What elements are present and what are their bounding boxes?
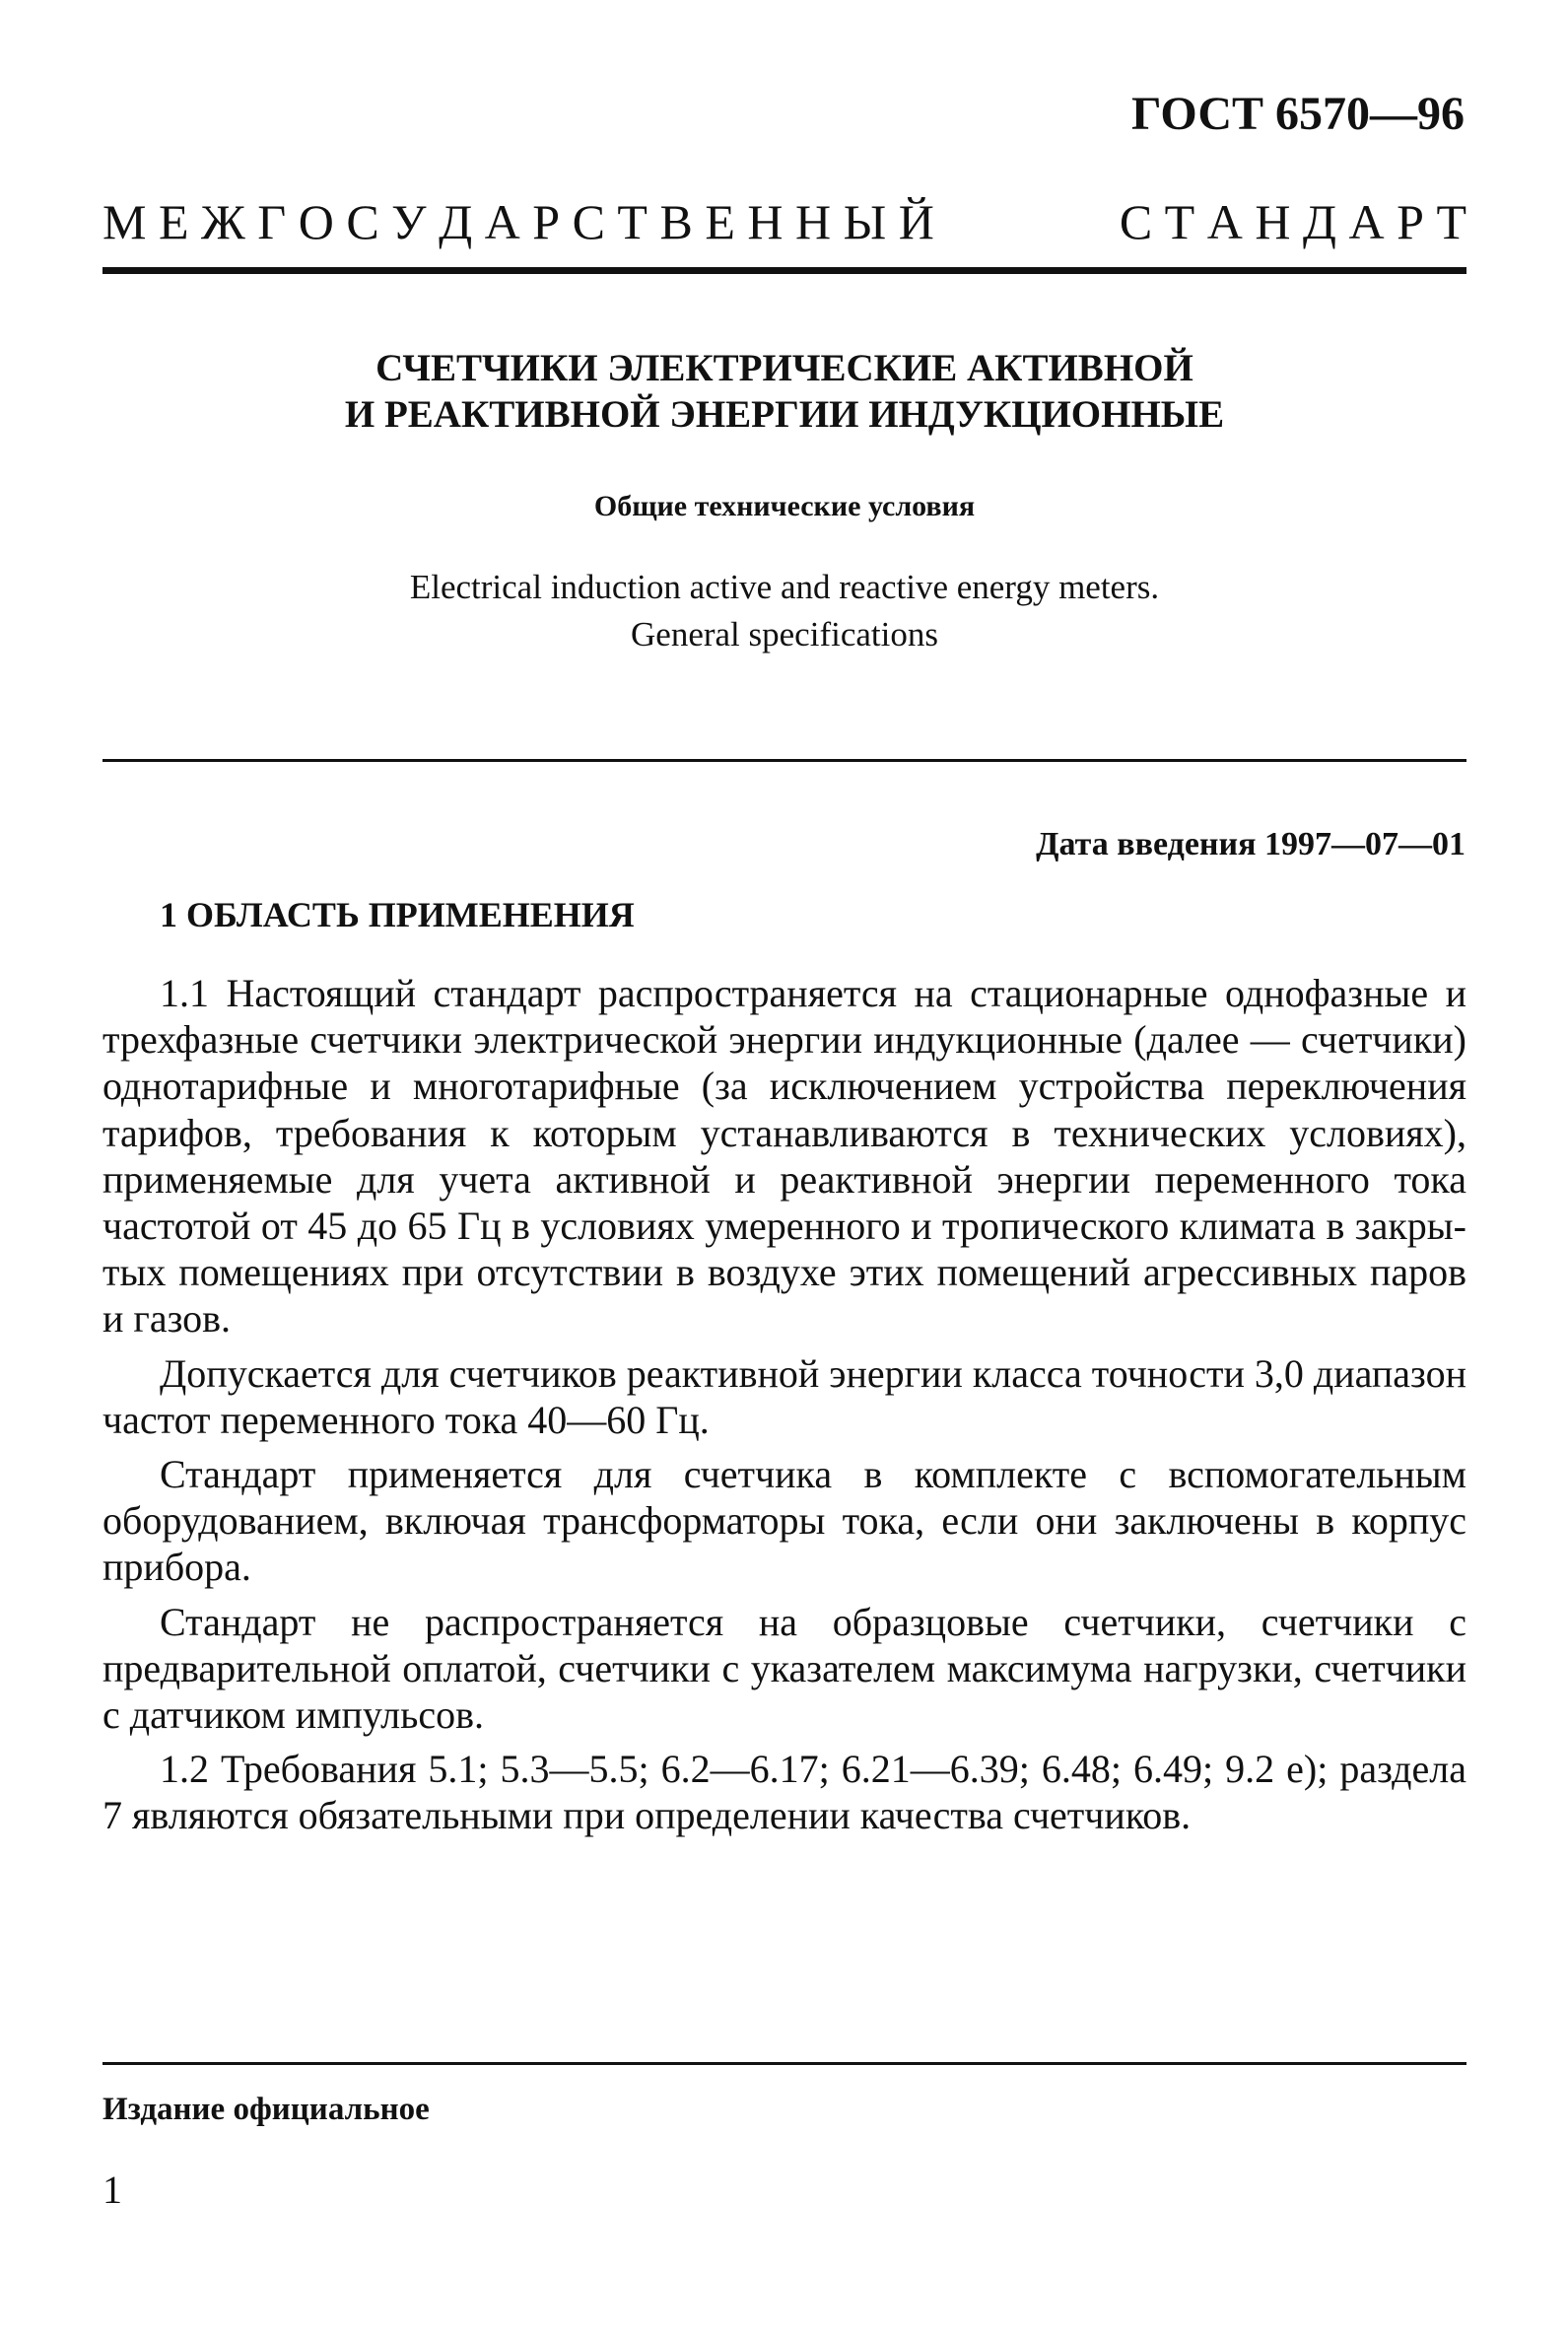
interstate-word: М Е Ж Г О С У Д А Р С Т В Е Н Н Ы Й — [102, 194, 934, 249]
english-title — [102, 564, 1466, 658]
document-subtitle: Общие технические условия — [593, 490, 976, 522]
english-title-line-2: General specifications — [631, 615, 938, 654]
document-title — [102, 345, 1466, 438]
paragraph-1-2: 1.2 Требования 5.1; 5.3—5.5; 6.2—6.17; 6.21—6.39; 6.48; 6.49; 9.2 е); раздела 7 являются обязательными при определении качества счетчиков. — [102, 1747, 1466, 1838]
footer-divider — [102, 2062, 1466, 2065]
gost-code: ГОСТ 6570—96 — [1131, 88, 1465, 140]
paragraph-exclusions: Стандарт не распространяется на образцовые счетчики, счетчики с предварительной оплатой, счетчики с указателем максимума нагрузки, счетчики с датчиком импульсов. — [102, 1599, 1466, 1738]
page-number: 1 — [102, 2168, 122, 2212]
title-divider — [102, 759, 1466, 762]
english-title-line-1: Electrical induction active and reactive energy meters. — [409, 568, 1160, 606]
paragraph-1-1: 1.1 Настоящий стандарт распространяется на стационарные однофазные и трехфазные счетчики электрической энергии индукционные (далее — счетчики) однотарифные и многотарифные (за исключением устройства переключения тарифов, требования к которым устанавливаются в технических условиях), применяемые для учета активной и реактивной энергии переменного тока частотой от 45 до 65 Гц в условиях умеренного и тропического климата в закрытых помещениях при отсутствии в воздухе этих помещений агрессивных паров и газов. — [102, 971, 1466, 1342]
interstate-standard-banner — [102, 193, 1466, 250]
official-edition-label: Издание официальное — [102, 2092, 430, 2127]
paragraph-frequency: Допускается для счетчиков реактивной энергии класса точности 3,0 диапазон частот переменного тока 40—60 Гц. — [102, 1350, 1466, 1442]
section-body — [102, 970, 1466, 1847]
paragraph-auxiliary: Стандарт применяется для счетчика в комплекте с вспомогательным оборудованием, включая трансформаторы тока, если они заключены в корпус прибора. — [102, 1452, 1466, 1590]
section-heading: 1 ОБЛАСТЬ ПРИМЕНЕНИЯ — [160, 895, 635, 934]
title-line-2: И РЕАКТИВНОЙ ЭНЕРГИИ ИНДУКЦИОННЫЕ — [344, 393, 1225, 436]
title-line-1: СЧЕТЧИКИ ЭЛЕКТРИЧЕСКИЕ АКТИВНОЙ — [375, 347, 1193, 389]
standard-word: С Т А Н Д А Р Т — [1119, 194, 1466, 249]
header-divider — [102, 267, 1466, 274]
introduction-date: Дата введения 1997—07—01 — [1036, 826, 1466, 862]
